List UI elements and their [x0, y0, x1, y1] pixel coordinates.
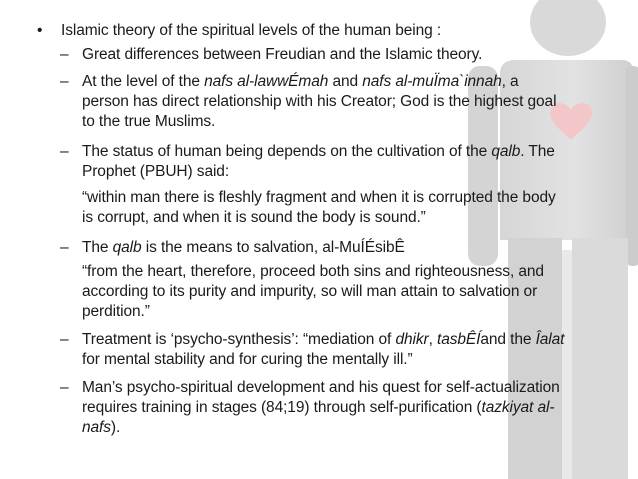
sub-bullet-line — [82, 330, 564, 350]
text-run: is the means to salvation, al-MuÍÉsibÊ — [141, 239, 405, 256]
sub-bullet-line — [82, 282, 537, 302]
text-run: requires training in stages (84;19) through self-purification ( — [82, 399, 482, 416]
text-run: Prophet (PBUH) said: — [82, 163, 230, 180]
italic-term: nafs al-muÏma`innah — [362, 73, 502, 90]
text-run: for mental stability and for curing the mentally ill.” — [82, 351, 413, 368]
italic-term: nafs — [82, 419, 111, 436]
text-run: ). — [110, 419, 121, 436]
italic-term: qalb — [112, 239, 142, 256]
sub-bullet-line — [82, 378, 560, 398]
italic-term: tasbÊÍ — [437, 331, 481, 348]
sub-bullet-line — [82, 418, 120, 438]
text-run: The — [82, 239, 113, 256]
sub-bullet-line — [82, 398, 554, 418]
text-run: . The — [520, 143, 555, 160]
sub-bullet-marker: – — [60, 239, 69, 256]
text-run: Treatment is ‘psycho-synthesis’: “mediation of — [82, 331, 396, 348]
sub-bullet-marker: – — [60, 379, 69, 396]
text-run: “from the heart, therefore, proceed both sins and righteousness, and — [82, 263, 544, 280]
sub-bullet-line — [82, 112, 215, 132]
sub-bullet-line — [82, 92, 556, 112]
text-run: person has direct relationship with his Creator; God is the highest goal — [82, 93, 557, 110]
sub-bullet-marker: – — [60, 46, 69, 63]
italic-term: Îalat — [535, 331, 565, 348]
main-bullet-text: Islamic theory of the spiritual levels of the human being : — [61, 22, 442, 39]
sub-bullet-line — [82, 162, 229, 182]
text-run: The status of human being depends on the cultivation of the — [82, 143, 492, 160]
text-run: and the — [480, 331, 536, 348]
italic-term: qalb — [491, 143, 521, 160]
text-run: to the true Muslims. — [82, 113, 216, 130]
text-run: , a — [501, 73, 519, 90]
italic-term: tazkiyat al- — [481, 399, 555, 416]
text-run: is corrupt, and when it is sound the body is sound.” — [82, 209, 426, 226]
text-run: “within man there is fleshly fragment and when it is corrupted the body — [82, 189, 556, 206]
sub-bullet-line — [82, 208, 426, 228]
sub-bullet-line — [82, 45, 482, 65]
sub-bullet-line — [82, 188, 556, 208]
text-run: , — [428, 331, 437, 348]
sub-bullet-marker: – — [60, 331, 69, 348]
sub-bullet-line — [82, 350, 413, 370]
sub-bullet-marker: – — [60, 143, 69, 160]
text-run: according to its purity and impurity, so will man attain to salvation or — [82, 283, 538, 300]
main-bullet-marker: • — [37, 22, 43, 39]
sub-bullet-line — [82, 302, 150, 322]
sub-bullet-marker: – — [60, 73, 69, 90]
text-run: and — [328, 73, 363, 90]
italic-term: dhikr — [395, 331, 429, 348]
sub-bullet-line — [82, 142, 555, 162]
text-run: Great differences between Freudian and the Islamic theory. — [82, 46, 483, 63]
sub-bullet-line — [82, 238, 405, 258]
text-run: Man’s psycho-spiritual development and his quest for self-actualization — [82, 379, 560, 396]
italic-term: nafs al-lawwÉmah — [204, 73, 329, 90]
sub-bullet-line — [82, 262, 544, 282]
sub-bullet-line — [82, 72, 519, 92]
text-run: At the level of the — [82, 73, 205, 90]
text-run: perdition.” — [82, 303, 150, 320]
